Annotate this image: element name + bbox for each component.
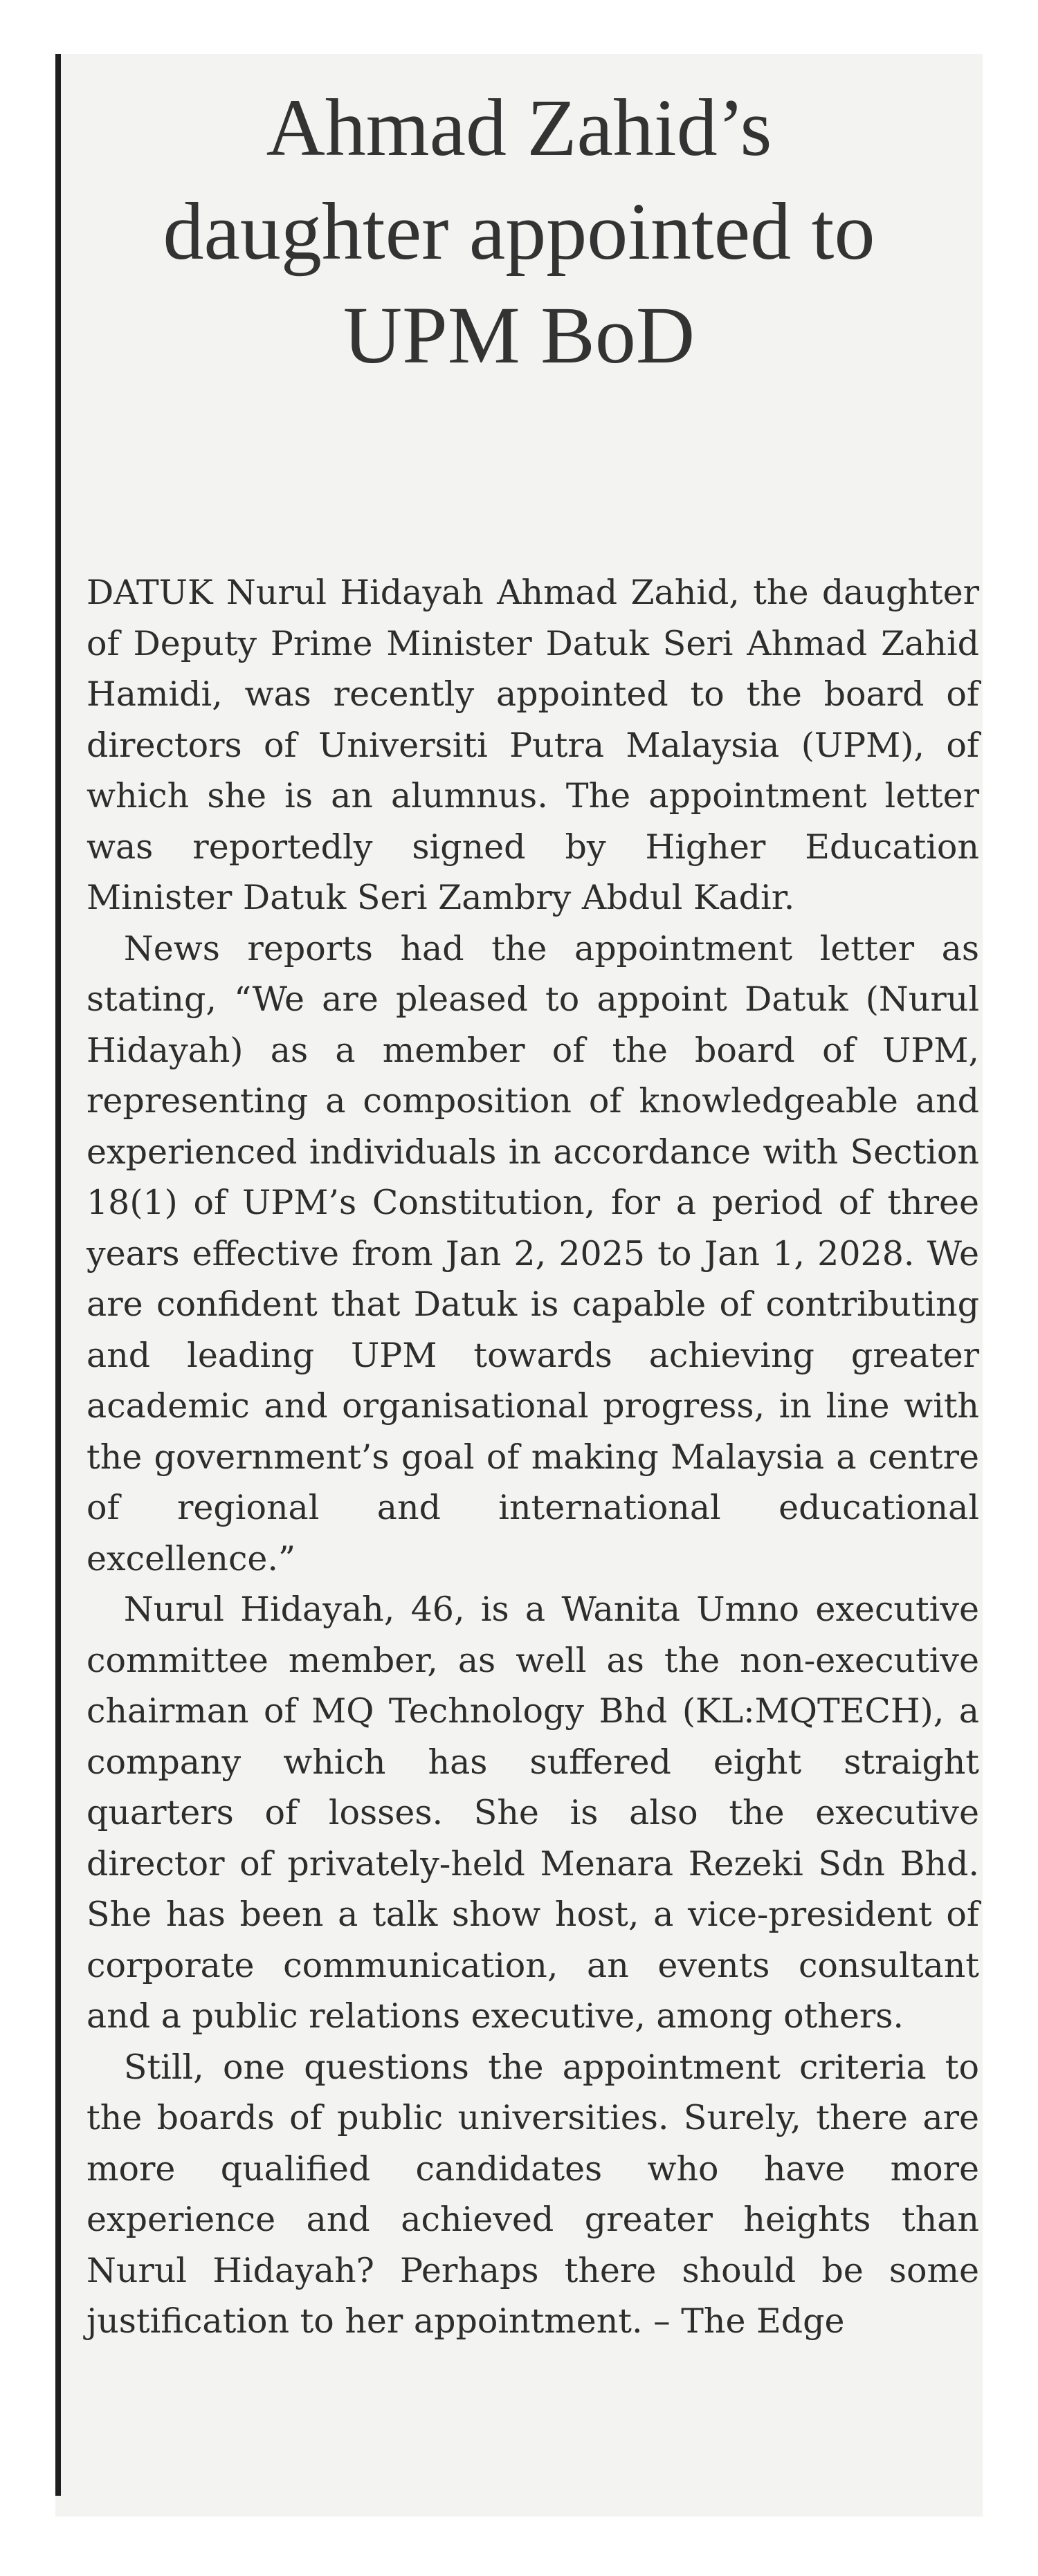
headline: Ahmad Zahid’s daughter appointed to UPM BoD [163,82,875,380]
column-rule [55,54,61,2496]
article-body [86,567,979,2347]
paragraph-1: DATUK Nurul Hidayah Ahmad Zahid, the daughter of Deputy Prime Minister Datuk Seri Ahmad Zahid Hamidi, was recently appointed to the board of directors of Universiti Putra Malaysia (UPM), of which she is an alumnus. The appointment letter was reportedly signed by Higher Education Minister Datuk Seri Zambry Abdul Kadir. [86,573,979,917]
paragraph-3: Nurul Hidayah, 46, is a Wanita Umno executive committee member, as well as the non-executive chairman of MQ Technology Bhd (KL:MQTECH), a company which has suffered eight straight quarters of losses. She is also the executive director of privately-held Menara Rezeki Sdn Bhd. She has been a talk show host, a vice-president of corporate communication, an events consultant and a public relations executive, among others. [86,1590,979,2036]
paragraph-4: Still, one questions the appointment criteria to the boards of public universities. Surely, there are more qualified candidates who have more experience and achieved greater heights than Nurul Hidayah? Perhaps there should be some justification to her appointment. – The Edge [86,2047,979,2341]
paragraph-2: News reports had the appointment letter as stating, “We are pleased to appoint Datuk (Nurul Hidayah) as a member of the board of UPM, representing a composition of knowledgeable and experienced individuals in accordance with Section 18(1) of UPM’s Constitution, for a period of three years effective from Jan 2, 2025 to Jan 1, 2028. We are confident that Datuk is capable of contributing and leading UPM towards achieving greater academic and organisational progress, in line with the government’s goal of making Malaysia a centre of regional and international educational excellence.” [86,928,979,1579]
